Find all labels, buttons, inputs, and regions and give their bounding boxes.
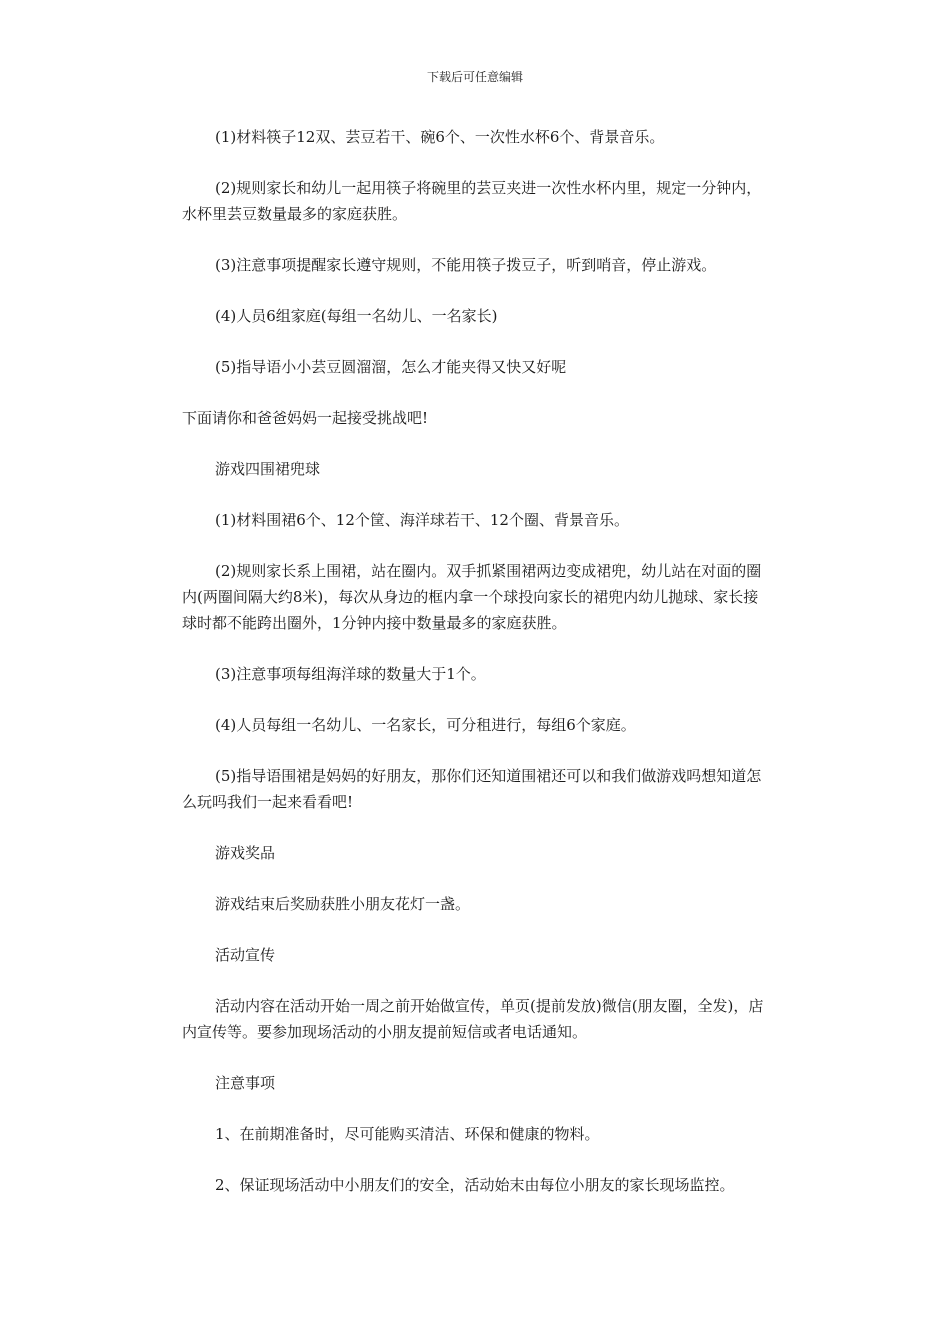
paragraph-promotion: 活动内容在活动开始一周之前开始做宣传，单页(提前发放)微信(朋友圈，全发)，店内宣传等。要参加现场活动的小朋友提前短信或者电话通知。 — [182, 997, 764, 1041]
paragraph-materials-2: (1)材料围裙6个、12个筐、海洋球若干、12个圈、背景音乐。 — [215, 511, 629, 529]
paragraph-people-2: (4)人员每组一名幼儿、一名家长，可分租进行，每组6个家庭。 — [215, 716, 636, 734]
paragraph-challenge: 下面请你和爸爸妈妈一起接受挑战吧! — [182, 409, 429, 427]
paragraph-precaution-1: 1、在前期准备时，尽可能购买清洁、环保和健康的物料。 — [215, 1125, 600, 1143]
paragraph-precaution-2: 2、保证现场活动中小朋友们的安全，活动始末由每位小朋友的家长现场监控。 — [215, 1176, 735, 1194]
heading-precautions: 注意事项 — [215, 1074, 276, 1092]
paragraph-rules-2: (2)规则家长系上围裙，站在圈内。双手抓紧围裙两边变成裙兜，幼儿站在对面的圈内(两圈间隔大约8米)，每次从身边的框内拿一个球投向家长的裙兜内幼儿抛球、家长接球时都不能跨出圈外，1分钟内接中数量最多的家庭获胜。 — [182, 562, 762, 632]
paragraph-guide-1: (5)指导语小小芸豆圆溜溜，怎么才能夹得又快又好呢 — [215, 358, 567, 376]
paragraph-rules-1: (2)规则家长和幼儿一起用筷子将碗里的芸豆夹进一次性水杯内里，规定一分钟内，水杯里芸豆数量最多的家庭获胜。 — [182, 179, 762, 223]
paragraph-materials-1: (1)材料筷子12双、芸豆若干、碗6个、一次性水杯6个、背景音乐。 — [215, 128, 665, 146]
heading-game-four: 游戏四围裙兜球 — [215, 460, 321, 478]
document-body — [182, 124, 772, 1223]
paragraph-prizes: 游戏结束后奖励获胜小朋友花灯一盏。 — [215, 895, 471, 913]
heading-prizes: 游戏奖品 — [215, 844, 276, 862]
paragraph-people-1: (4)人员6组家庭(每组一名幼儿、一名家长) — [215, 307, 498, 325]
paragraph-guide-2: (5)指导语围裙是妈妈的好朋友，那你们还知道围裙还可以和我们做游戏吗想知道怎么玩吗我们一起来看看吧! — [182, 767, 762, 811]
page-header: 下载后可任意编辑 — [426, 70, 523, 84]
paragraph-notes-1: (3)注意事项提醒家长遵守规则，不能用筷子拨豆子，听到哨音，停止游戏。 — [215, 256, 717, 274]
heading-promotion: 活动宣传 — [215, 946, 276, 964]
paragraph-notes-2: (3)注意事项每组海洋球的数量大于1个。 — [215, 665, 486, 683]
